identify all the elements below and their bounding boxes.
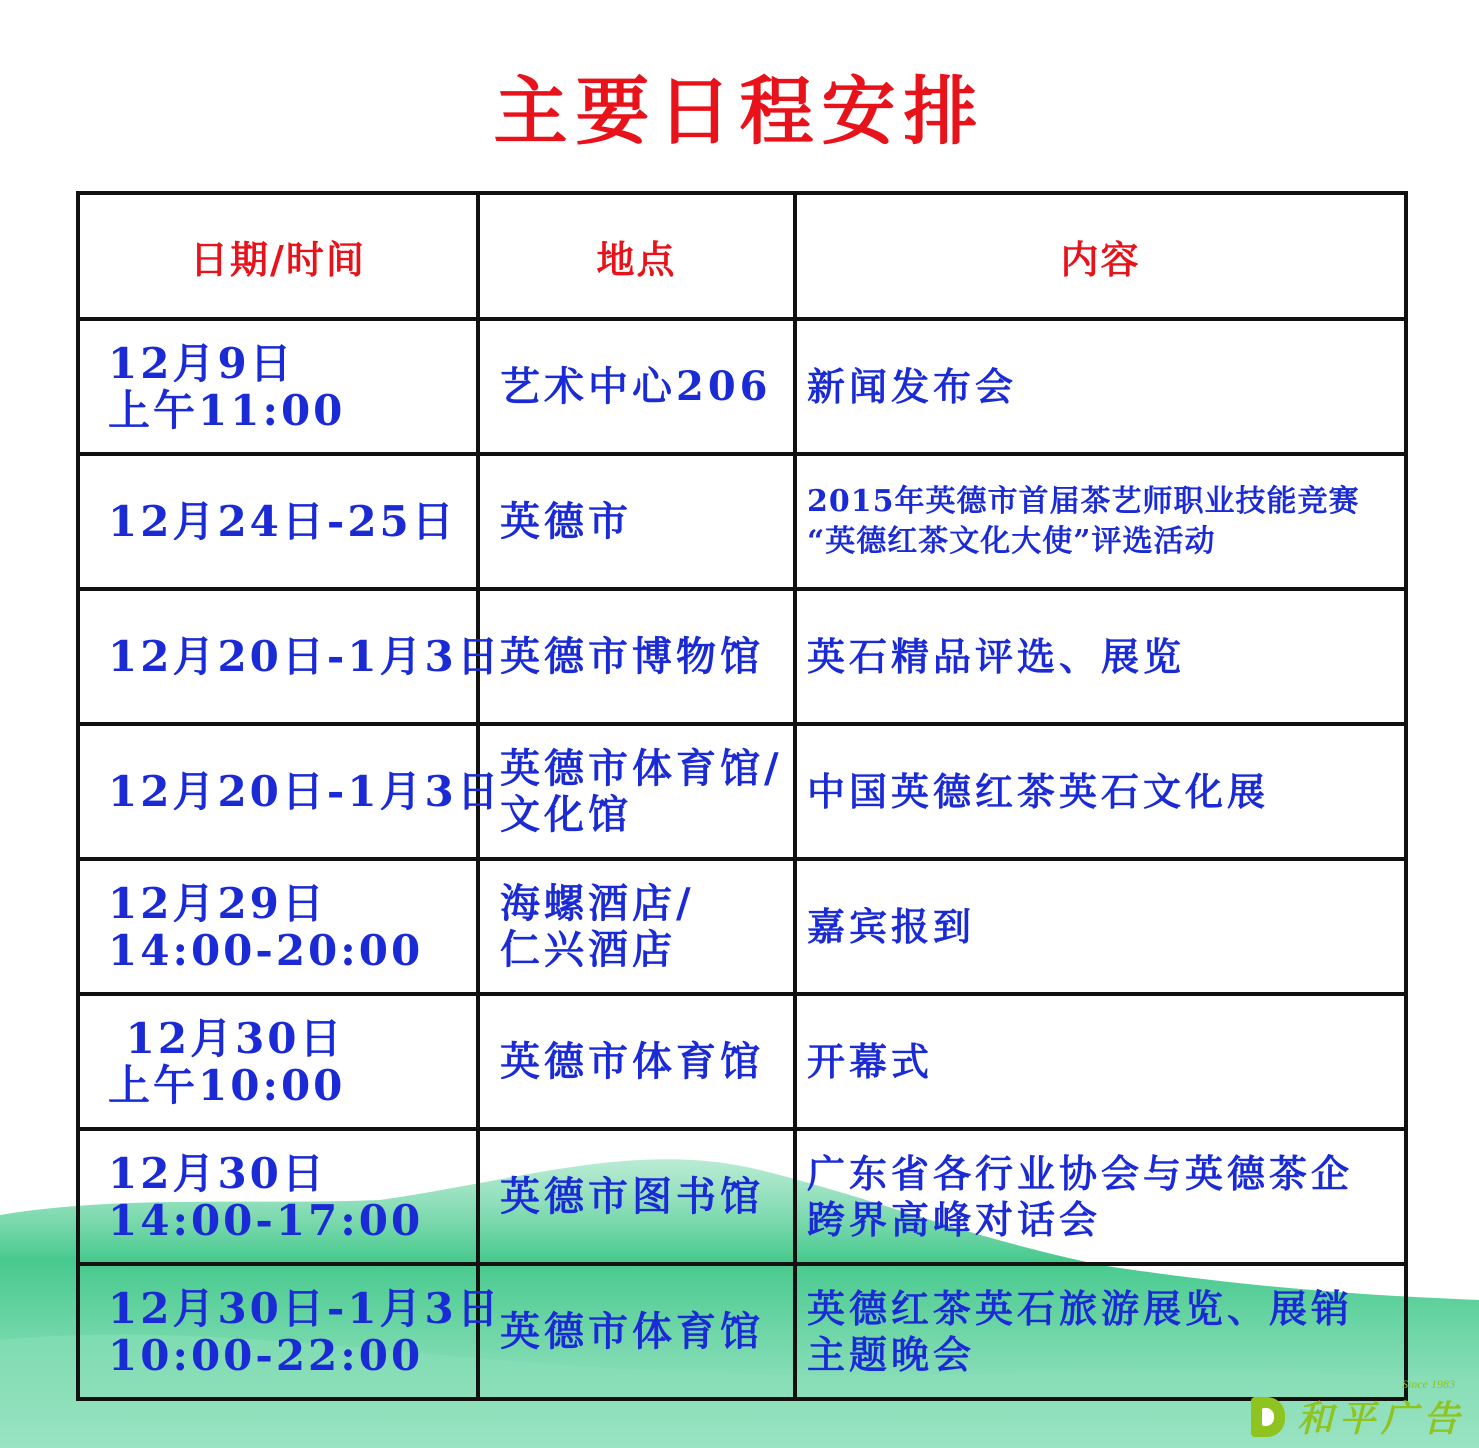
content-line: “英德红茶文化大使”评选活动: [807, 523, 1216, 559]
place-line: 文化馆: [500, 790, 632, 838]
row-place: [478, 1264, 795, 1399]
row-time: [78, 994, 478, 1129]
content-line: 英石精品评选、展览: [807, 633, 1186, 679]
row-content: [795, 1264, 1406, 1399]
row-time: [78, 319, 478, 454]
header-time: 日期/时间: [78, 193, 478, 319]
logo-since: Since 1983: [1402, 1377, 1455, 1391]
row-content: [795, 859, 1406, 994]
content-line: 跨界高峰对话会: [807, 1196, 1102, 1242]
place-line: 英德市体育馆/: [500, 744, 783, 792]
row-time: [78, 589, 502, 724]
header-place: 地点: [478, 193, 795, 319]
row-place: [478, 859, 795, 994]
header-content: 内容: [795, 193, 1406, 319]
row-content: [795, 589, 1406, 724]
time-line: 12月20日-1月3日: [108, 767, 502, 816]
time-line: 12月30日-1月3日: [108, 1283, 502, 1333]
brand-logo: [1251, 1377, 1465, 1442]
content-line: 嘉宾报到: [807, 903, 976, 949]
time-line: 14:00-20:00: [108, 925, 424, 975]
schedule-table: [76, 191, 1408, 1401]
time-line: 10:00-22:00: [108, 1330, 424, 1380]
row-place: [478, 589, 795, 724]
row-content: [795, 454, 1406, 589]
table-row: [78, 859, 1406, 994]
table-row: [78, 1129, 1406, 1264]
place-line: 英德市体育馆: [500, 1037, 764, 1085]
place-line: 英德市体育馆: [500, 1307, 764, 1355]
time-line: 12月30日: [108, 1013, 345, 1063]
row-content: [795, 319, 1406, 454]
row-place: [478, 454, 795, 589]
place-line: 英德市: [500, 497, 632, 545]
page-title: 主要日程安排: [493, 69, 986, 155]
place-line: 英德市博物馆: [500, 632, 764, 680]
time-line: 12月29日: [108, 878, 327, 928]
row-place: [478, 724, 795, 859]
time-line: 14:00-17:00: [108, 1195, 424, 1245]
time-line: 上午11:00: [108, 385, 346, 435]
row-place: [478, 1129, 795, 1264]
row-time: [78, 1264, 502, 1399]
row-place: [478, 319, 795, 454]
logo-d-icon: [1251, 1397, 1285, 1437]
table-row: [78, 994, 1406, 1129]
table-row: [78, 589, 1406, 724]
time-line: 12月30日: [108, 1148, 327, 1198]
row-time: [78, 454, 478, 589]
table-row: [78, 724, 1406, 859]
content-line: 主题晚会: [807, 1331, 976, 1377]
time-line: 12月9日: [108, 338, 295, 388]
header-row: [78, 193, 1406, 319]
content-line: 开幕式: [807, 1038, 934, 1084]
content-line: 广东省各行业协会与英德茶企: [807, 1150, 1354, 1196]
place-line: 英德市图书馆: [500, 1172, 764, 1220]
row-content: [795, 994, 1406, 1129]
table-row: [78, 319, 1406, 454]
place-line: 仁兴酒店: [500, 925, 676, 973]
place-line: 艺术中心206: [500, 362, 772, 410]
content-line: 中国英德红茶英石文化展: [807, 768, 1270, 814]
row-content: [795, 724, 1406, 859]
row-time: [78, 859, 478, 994]
content-line: 新闻发布会: [807, 363, 1018, 409]
time-line: 上午10:00: [108, 1060, 346, 1110]
logo-name: 和平广告: [1296, 1398, 1465, 1440]
row-content: [795, 1129, 1406, 1264]
content-line: 英德红茶英石旅游展览、展销: [807, 1285, 1354, 1331]
content-line: 2015年英德市首届茶艺师职业技能竞赛: [807, 483, 1360, 519]
place-line: 海螺酒店/: [500, 879, 695, 927]
time-line: 12月20日-1月3日: [108, 632, 502, 681]
time-line: 12月24日-25日: [108, 497, 457, 546]
row-place: [478, 994, 795, 1129]
row-time: [78, 724, 502, 859]
table-row: [78, 1264, 1406, 1399]
table-row: [78, 454, 1406, 589]
row-time: [78, 1129, 478, 1264]
